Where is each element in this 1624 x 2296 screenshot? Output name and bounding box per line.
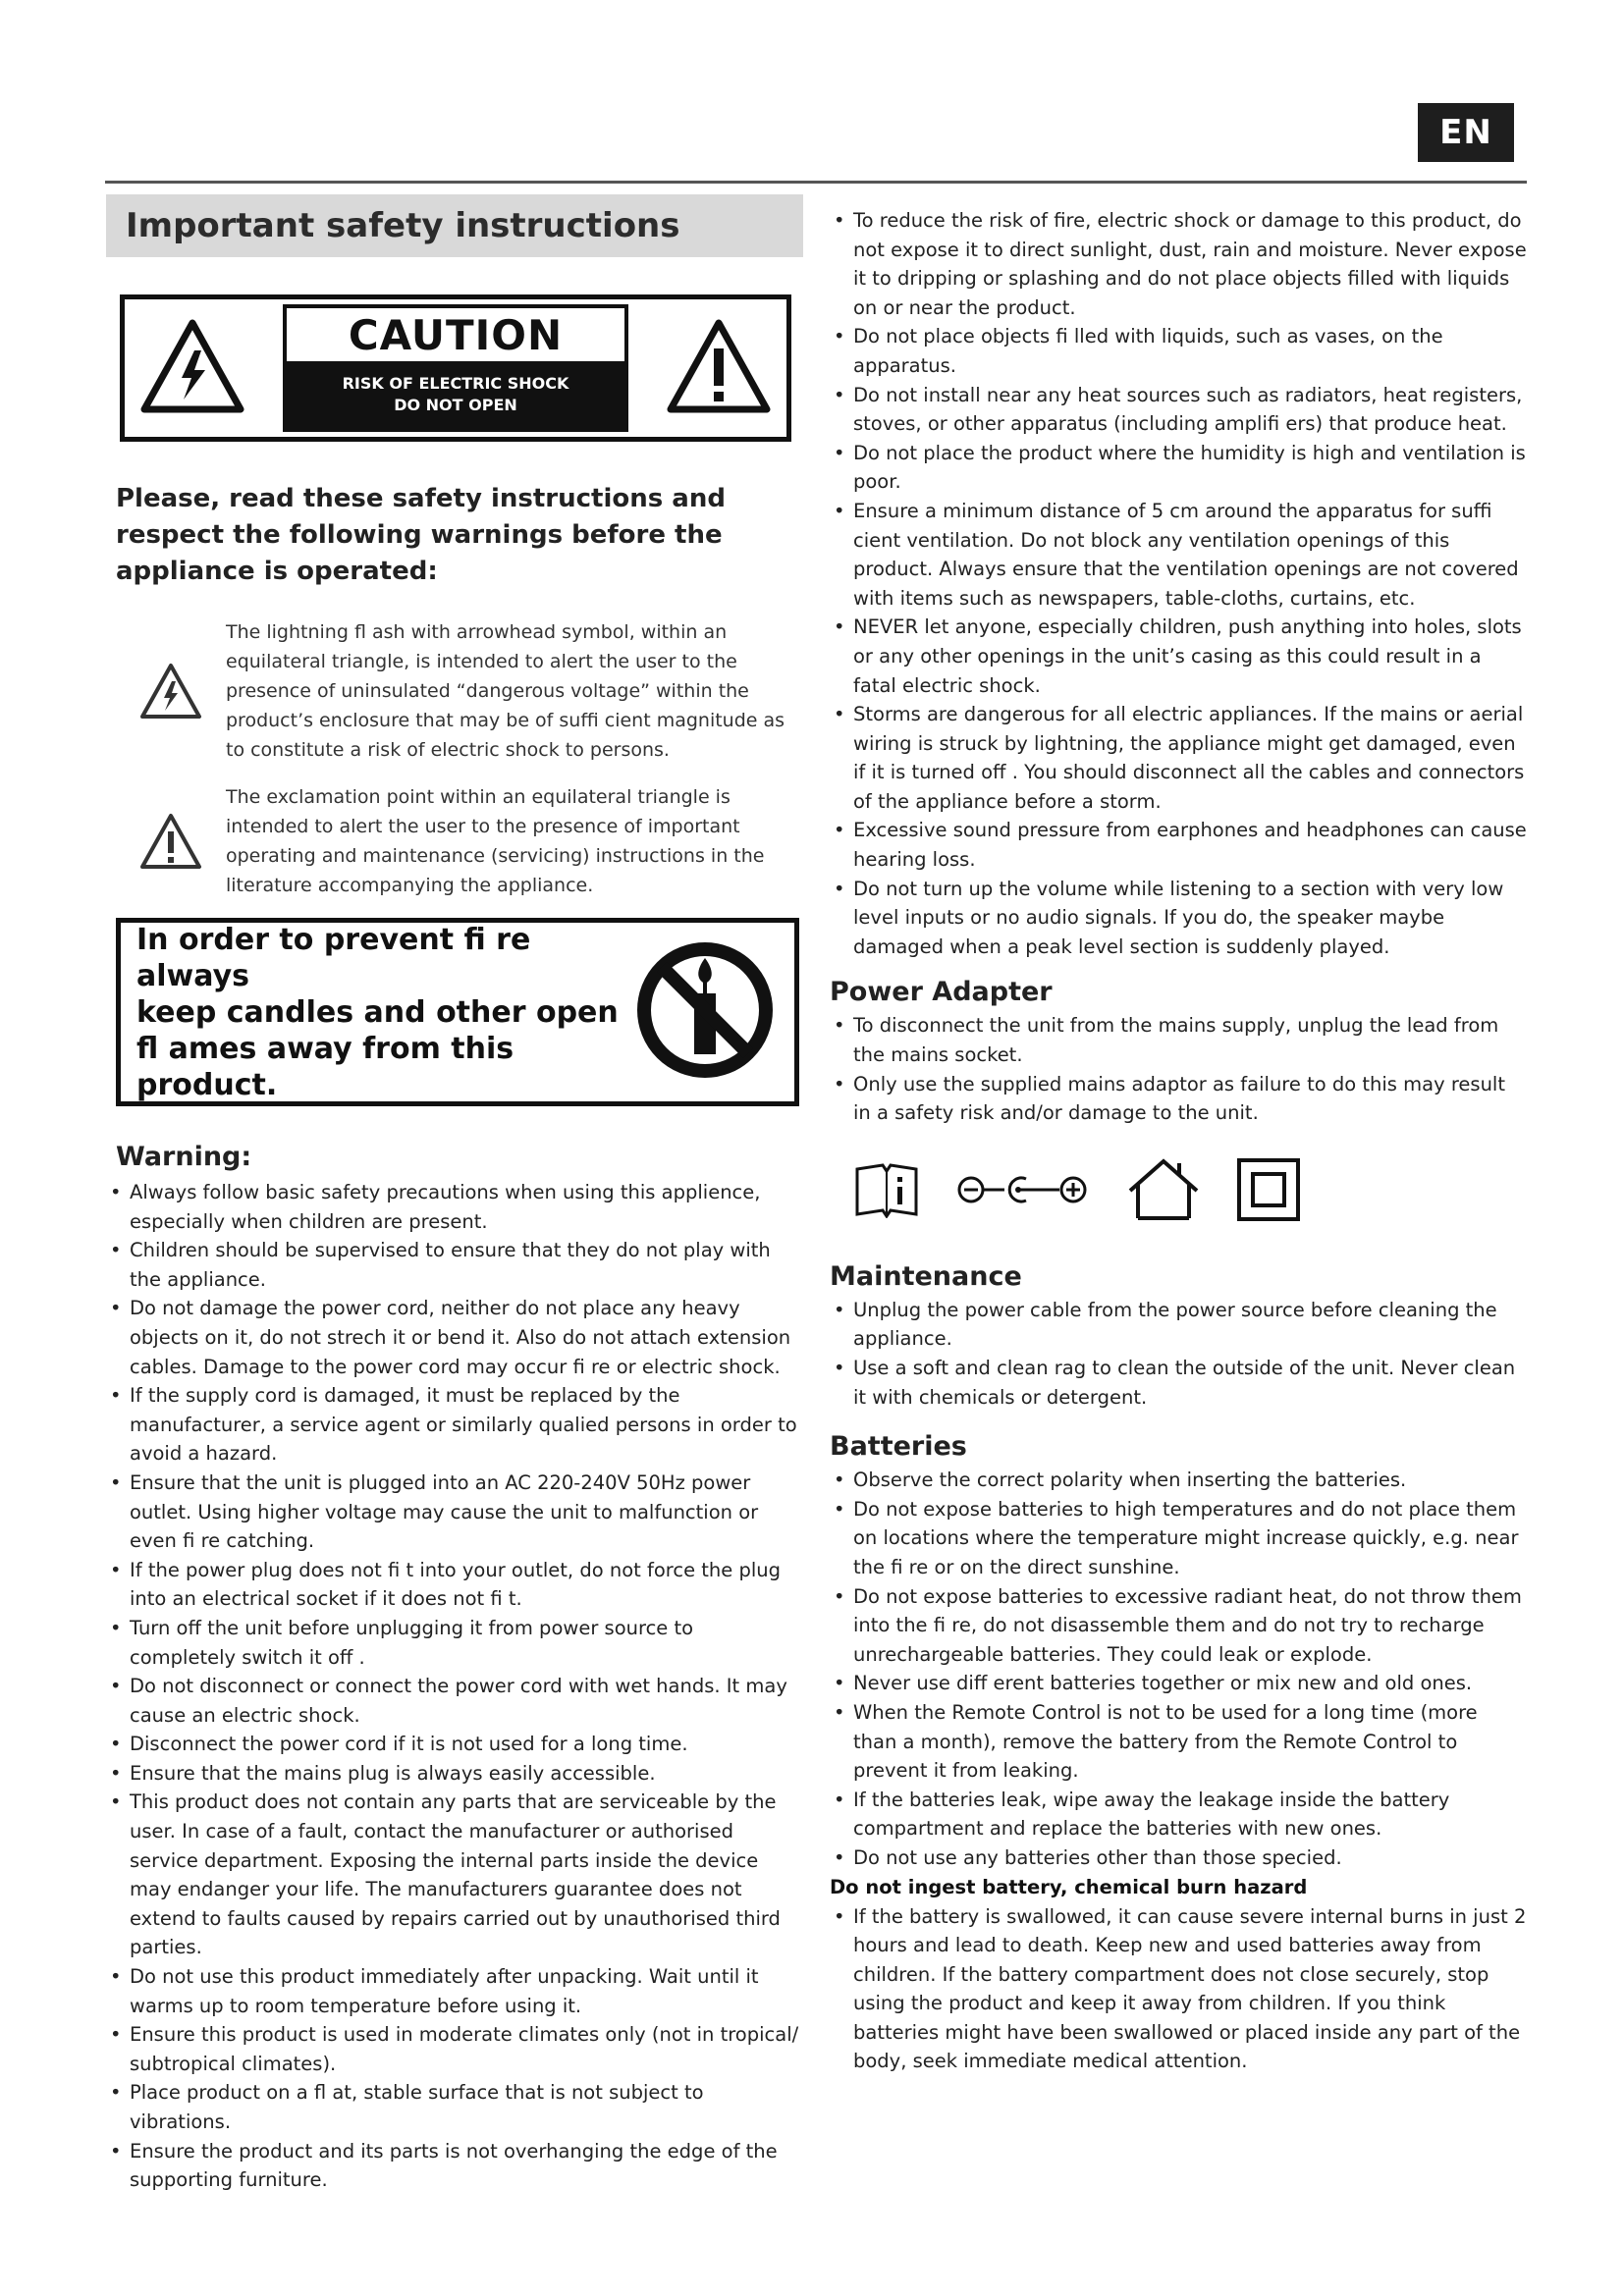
warning-item: • Do not disconnect or connect the power cord with wet hands. It may cause an electric shock.	[106, 1672, 803, 1730]
warning-item: • Children should be supervised to ensure that they do not play with the appliance.	[106, 1236, 803, 1294]
batteries-list	[830, 1466, 1527, 1872]
dc-polarity-icon	[953, 1170, 1091, 1209]
battery-item: • If the batteries leak, wipe away the leakage inside the battery compartment and replace the batteries with new ones.	[830, 1786, 1527, 1843]
safety-item: • Storms are dangerous for all electric appliances. If the mains or aerial wiring is struck by lightning, the appliance might get damaged, even if it is turned off . You should disconnect all the cables and connectors of the appliance before a storm.	[830, 700, 1527, 816]
lightning-triangle-icon	[106, 617, 226, 765]
ingest-hazard-list	[830, 1902, 1527, 2077]
warning-item: • Place product on a fl at, stable surface that is not subject to vibrations.	[106, 2078, 803, 2136]
battery-item: • Do not expose batteries to high temperatures and do not place them on locations where the temperature might increase quickly, e.g. near the fi re or on the direct sunshine.	[830, 1495, 1527, 1582]
battery-item: • Observe the correct polarity when inserting the batteries.	[830, 1466, 1527, 1495]
power-adapter-list	[830, 1011, 1527, 1127]
battery-item: • Do not use any batteries other than those specied.	[830, 1843, 1527, 1873]
warning-item: • This product does not contain any parts that are serviceable by the user. In case of a fault, contact the manufacturer or authorised service department. Exposing the internal parts inside the device may endanger your life. The manufacturers guarantee does not extend to faults caused by repairs carried out by unauthorised third parties.	[106, 1788, 803, 1962]
exclamation-warning-icon	[665, 317, 773, 419]
warning-item: • Ensure this product is used in moderate climates only (not in tropical/ subtropical climates).	[106, 2020, 803, 2078]
safety-item: • Do not turn up the volume while listening to a section with very low level inputs or no audio signals. If you do, the speaker maybe damaged when a peak level section is suddenly played.	[830, 875, 1527, 962]
warning-item: • Do not damage the power cord, neither do not place any heavy objects on it, do not strech it or bend it. Also do not attach extension cables. Damage to the power cord may occur fi re or electric shock.	[106, 1294, 803, 1381]
warning-item: • If the supply cord is damaged, it must be replaced by the manufacturer, a service agent or similarly qualied persons in order to avoid a hazard.	[106, 1381, 803, 1468]
warning-list	[106, 1178, 803, 2195]
battery-item: • Do not expose batteries to excessive radiant heat, do not throw them into the fi re, do not disassemble them and do not try to recharge unrechargeable batteries. They could leak or explode.	[830, 1582, 1527, 1670]
indoor-use-icon	[1124, 1155, 1203, 1224]
caution-word: CAUTION	[348, 310, 564, 359]
ingest-hazard-heading: Do not ingest battery, chemical burn hazard	[830, 1875, 1308, 1898]
maintenance-list	[830, 1296, 1527, 1412]
warning-item: • Turn off the unit before unplugging it from power source to completely switch it off .	[106, 1614, 803, 1672]
warning-item: • If the power plug does not fi t into your outlet, do not force the plug into an electrical socket if it does not fi t.	[106, 1556, 803, 1614]
power-adapter-heading: Power Adapter	[830, 977, 1053, 1008]
exclamation-symbol-row	[106, 782, 803, 900]
general-safety-list	[830, 206, 1527, 961]
safety-item: • Do not install near any heat sources such as radiators, heat registers, stoves, or other apparatus (including amplifi ers) that produce heat.	[830, 381, 1527, 439]
maintenance-item: • Unplug the power cable from the power source before cleaning the appliance.	[830, 1296, 1527, 1354]
exclamation-symbol-text: The exclamation point within an equilateral triangle is intended to alert the user to the presence of important operating and maintenance (servicing) instructions in the literature accompanying the appliance.	[226, 786, 765, 896]
power-adapter-item: • Only use the supplied mains adaptor as failure to do this may result in a safety risk and/or damage to the unit.	[830, 1070, 1527, 1128]
read-manual-icon	[853, 1161, 920, 1218]
exclamation-triangle-icon	[106, 782, 226, 900]
warning-heading: Warning:	[116, 1142, 252, 1172]
warning-item: • Disconnect the power cord if it is not used for a long time.	[106, 1730, 803, 1759]
left-column	[106, 194, 803, 2195]
caution-subtext	[287, 361, 624, 428]
safety-item: • Ensure a minimum distance of 5 cm around the apparatus for suffi cient ventilation. Do not block any ventilation openings of this product. Always ensure that the ventilation openings are not covered with items such as newspapers, table-cloths, curtains, etc.	[830, 497, 1527, 613]
candle-line-3: fl ames away from this product.	[136, 1031, 514, 1102]
candle-warning-text	[136, 922, 631, 1103]
top-rule	[105, 181, 1527, 184]
page-title: Important safety instructions	[126, 206, 680, 245]
caution-label	[120, 294, 791, 442]
safety-item: • Excessive sound pressure from earphones and headphones can cause hearing loss.	[830, 816, 1527, 874]
safety-item: • To reduce the risk of fire, electric shock or damage to this product, do not expose it to direct sunlight, dust, rain and moisture. Never expose it to dripping or splashing and do not place objects filled with liquids on or near the product.	[830, 206, 1527, 322]
no-open-flame-icon	[631, 936, 779, 1088]
batteries-heading: Batteries	[830, 1431, 967, 1463]
power-adapter-item: • To disconnect the unit from the mains supply, unplug the lead from the mains socket.	[830, 1011, 1527, 1069]
maintenance-heading: Maintenance	[830, 1260, 1022, 1292]
title-band	[106, 194, 803, 257]
warning-item: • Ensure that the unit is plugged into an AC 220-240V 50Hz power outlet. Using higher voltage may cause the unit to malfunction or even fi re catching.	[106, 1468, 803, 1556]
intro-text: Please, read these safety instructions and respect the following warnings before the appliance is operated:	[116, 484, 726, 586]
warning-item: • Ensure that the mains plug is always easily accessible.	[106, 1759, 803, 1789]
double-insulation-icon	[1236, 1157, 1301, 1222]
caution-center	[283, 304, 628, 432]
warning-item: • Always follow basic safety precautions when using this applience, especially when children are present.	[106, 1178, 803, 1236]
ingest-hazard-item: • If the battery is swallowed, it can cause severe internal burns in just 2 hours and lead to death. Keep new and used batteries away from children. If the battery compartment does not close securely, stop using the product and keep it away from children. If you think batteries might have been swallowed or placed inside any part of the body, seek immediate medical attention.	[830, 1902, 1527, 2077]
safety-item: • Do not place objects fi lled with liquids, such as vases, on the apparatus.	[830, 322, 1527, 380]
candle-line-1: In order to prevent fi re always	[136, 922, 531, 993]
candle-line-2: keep candles and other open	[136, 994, 619, 1030]
maintenance-item: • Use a soft and clean rag to clean the outside of the unit. Never clean it with chemicals or detergent.	[830, 1354, 1527, 1412]
warning-item: • Do not use this product immediately after unpacking. Wait until it warms up to room temperature before using it.	[106, 1962, 803, 2020]
lightning-symbol-text: The lightning fl ash with arrowhead symbol, within an equilateral triangle, is intended to alert the user to the presence of uninsulated “dangerous voltage” within the product’s enclosure that may be of suffi cient magnitude as to constitute a risk of electric shock to persons.	[226, 621, 785, 761]
caution-line-2: DO NOT OPEN	[394, 396, 517, 414]
safety-item: • Do not place the product where the humidity is high and ventilation is poor.	[830, 439, 1527, 497]
power-symbols-row	[853, 1155, 1527, 1224]
lightning-symbol-row	[106, 617, 803, 765]
candle-warning-box	[116, 918, 799, 1106]
right-column	[830, 206, 1527, 2076]
language-badge: EN	[1418, 103, 1514, 162]
battery-item: • When the Remote Control is not to be used for a long time (more than a month), remove the battery from the Remote Control to prevent it from leaking.	[830, 1698, 1527, 1786]
lightning-warning-icon	[138, 317, 246, 419]
caution-line-1: RISK OF ELECTRIC SHOCK	[342, 374, 569, 393]
warning-item: • Ensure the product and its parts is not overhanging the edge of the supporting furniture.	[106, 2137, 803, 2195]
safety-item: • NEVER let anyone, especially children, push anything into holes, slots or any other openings in the unit’s casing as this could result in a fatal electric shock.	[830, 613, 1527, 700]
battery-item: • Never use diff erent batteries together or mix new and old ones.	[830, 1669, 1527, 1698]
